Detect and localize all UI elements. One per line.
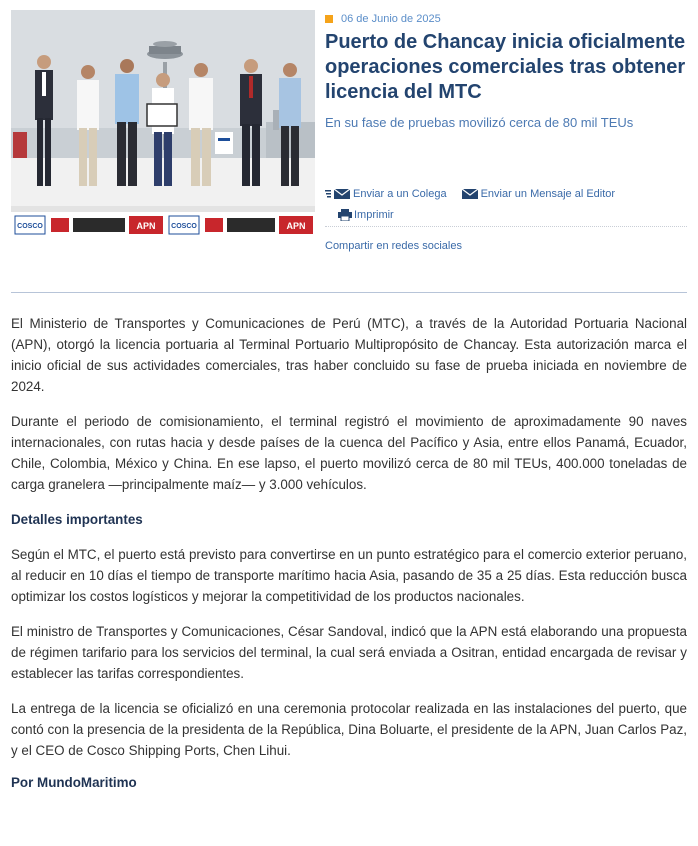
send-colleague-label: Enviar a un Colega: [353, 188, 447, 200]
banner-logo-2: APN: [136, 221, 156, 231]
banner-logo-3: COSCO: [171, 223, 197, 230]
section-heading: Detalles importantes: [11, 512, 143, 527]
actions-divider: [325, 226, 687, 227]
send-editor-link[interactable]: [461, 188, 616, 200]
send-colleague-link[interactable]: [325, 188, 447, 200]
paragraph-5: La entrega de la licencia se oficializó en una ceremonia protocolar realizada en las instalaciones del puerto, que contó con la presencia de la presidenta de la República, Dina Boluarte, el presidente de la APN, Juan Carlos Paz, y el CEO de Cosco Shipping Ports, Chen Lihui.: [11, 701, 687, 758]
article-header: [325, 10, 687, 130]
banner-logo-4: APN: [286, 221, 306, 231]
date-row: [325, 10, 687, 28]
share-social-link[interactable]: Compartir en redes sociales: [325, 240, 462, 252]
article-subtitle: En su fase de pruebas movilizó cerca de 80 mil TEUs: [325, 115, 634, 130]
article-date: 06 de Junio de 2025: [341, 13, 441, 25]
paragraph-2: Durante el periodo de comisionamiento, el terminal registró el movimiento de aproximadamente 90 naves internacionales, con rutas hacia y desde países de la cuenca del Pacífico y Asia, entre ellos Panamá, Ecuador, Chile, Colombia, México y China. En ese lapso, el puerto movilizó cerca de 80 mil TEUs, 400.000 toneladas de carga granelera —principalmente maíz— y 3.000 vehículos.: [11, 414, 687, 492]
date-bullet-icon: [325, 15, 333, 23]
envelope-icon: [461, 188, 479, 200]
send-editor-label: Enviar un Mensaje al Editor: [480, 188, 616, 200]
banner-logo-1: COSCO: [17, 223, 43, 230]
article-body: [11, 313, 687, 790]
paragraph-1: El Ministerio de Transportes y Comunicaciones de Perú (MTC), a través de la Autoridad Portuaria Nacional (APN), otorgó la licencia portuaria al Terminal Portuario Multipropósito de Chancay. Esta autorización marca el inicio oficial de sus actividades comerciales, tras haber concluido su fase de prueba iniciada en noviembre de 2024.: [11, 316, 687, 394]
printer-icon: [338, 209, 352, 221]
share-envelope-icon: [325, 188, 351, 200]
paragraph-3: Según el MTC, el puerto está previsto para convertirse en un punto estratégico para el comercio exterior peruano, al reducir en 10 días el tiempo de transporte marítimo hacia Asia, pasando de 35 a 25 días. Esta reducción busca optimizar los costos logísticos y mejorar la competitividad de los productos nacionales.: [11, 547, 687, 604]
print-link[interactable]: [338, 209, 394, 221]
article-actions: [325, 185, 687, 224]
article-title: Puerto de Chancay inicia oficialmente operaciones comerciales tras obtener licencia del MTC: [325, 31, 686, 103]
header-divider: [11, 292, 687, 293]
article-photo: [11, 10, 315, 238]
article-byline: Por MundoMaritimo: [11, 775, 137, 790]
paragraph-4: El ministro de Transportes y Comunicaciones, César Sandoval, indicó que la APN está elaborando una propuesta de régimen tarifario para los servicios del terminal, la cual será enviada a Ositran, entidad encargada de revisar y establecer las tarifas correspondientes.: [11, 624, 687, 681]
print-label: Imprimir: [354, 209, 394, 221]
